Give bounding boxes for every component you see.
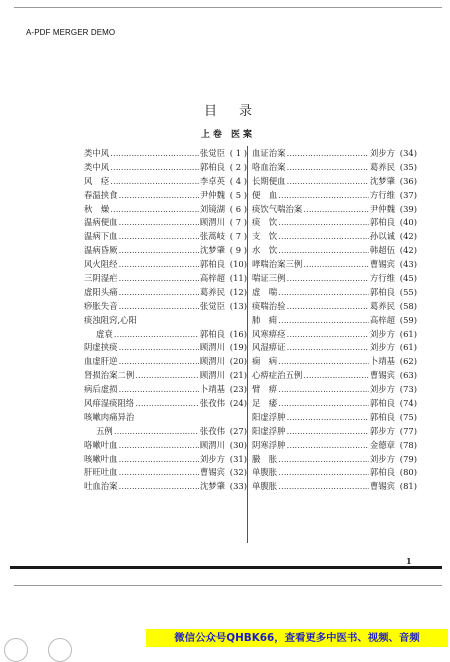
toc-entry-page: ( 9 ) xyxy=(229,245,247,256)
dot-leader xyxy=(287,341,369,355)
toc-entry-author: 韩超伍 xyxy=(369,245,395,256)
toc-entry-page: (42) xyxy=(399,245,417,256)
toc-entry-title: 温病下血 xyxy=(84,231,118,242)
toc-entry-page: (62) xyxy=(399,356,417,367)
dot-leader xyxy=(278,189,369,203)
toc-entry-title: 痰饮气喘治案 xyxy=(252,203,303,214)
toc-entry-title: 风寒痹痉 xyxy=(252,328,286,339)
toc-entry-page: (75) xyxy=(399,411,417,422)
toc-entry-page: (31) xyxy=(229,453,247,464)
toc-entry-page: (59) xyxy=(399,314,417,325)
toc-entry-page: (34) xyxy=(399,148,417,158)
dot-leader xyxy=(110,161,199,175)
toc-entry xyxy=(252,161,417,175)
toc-entry xyxy=(252,355,417,369)
toc-entry-author: 刘步方 xyxy=(369,148,395,158)
toc-entry xyxy=(84,397,247,411)
toc-entry-author: 郭柏良 xyxy=(369,467,395,478)
toc-entry-title: 咯嗽叶血 xyxy=(84,439,118,450)
toc-entry-page: (61) xyxy=(399,342,417,353)
toc-entry-author: 曹锡宾 xyxy=(199,467,225,478)
toc-entry xyxy=(252,439,417,453)
toc-entry-title: 风火阻经 xyxy=(84,259,118,270)
toc-entry-title: 痰 饮 xyxy=(252,217,278,228)
toc-entry-page: (11) xyxy=(229,273,247,284)
dot-leader xyxy=(287,300,369,314)
promo-banner: 微信公众号QHBK66，查看更多中医书、视频、音频 xyxy=(146,629,448,647)
toc-entry xyxy=(252,328,417,342)
toc-entry-title: 虚 喘 xyxy=(252,286,278,297)
dot-leader xyxy=(110,147,199,161)
scan-artifact-circle xyxy=(48,638,72,662)
toc-entry-page: (37) xyxy=(399,189,417,200)
dot-leader xyxy=(278,216,369,230)
toc-entry xyxy=(252,203,417,217)
toc-entry xyxy=(252,466,417,480)
toc-entry-title: 类中风 xyxy=(84,148,110,158)
toc-entry-page: ( 7 ) xyxy=(229,231,247,242)
toc-entry-author: 张觉臣 xyxy=(199,300,225,311)
toc-entry-title: 痰喘治验 xyxy=(252,300,286,311)
dot-leader xyxy=(303,203,369,217)
toc-right-column xyxy=(252,147,417,494)
toc-entry-page: (19) xyxy=(229,342,247,353)
toc-entry-author: 郭步方 xyxy=(369,425,395,436)
toc-entry-author: 金德章 xyxy=(369,439,395,450)
page-number: 1 xyxy=(406,556,412,566)
toc-entry-author: 卜靖基 xyxy=(199,384,225,395)
toc-entry-title: 虚衰 xyxy=(96,328,113,339)
toc-entry xyxy=(84,411,247,425)
toc-entry-author: 葛养民 xyxy=(369,300,395,311)
column-divider xyxy=(247,146,248,543)
toc-entry xyxy=(84,175,247,189)
toc-entry-author: 顾渭川 xyxy=(199,439,225,450)
toc-entry-page: (32) xyxy=(229,467,247,478)
toc-entry-author: 沈梦肇 xyxy=(199,245,225,256)
toc-entry-title: 肺 痈 xyxy=(252,314,278,325)
dot-leader xyxy=(119,453,199,467)
toc-left-column xyxy=(84,147,247,494)
toc-entry-page: (78) xyxy=(399,439,417,450)
toc-entry-author: 郭柏良 xyxy=(369,217,395,228)
toc-entry xyxy=(84,272,247,286)
toc-entry-author: 李卓英 xyxy=(199,175,225,186)
toc-entry xyxy=(84,466,247,480)
toc-entry-title: 痫 病 xyxy=(252,356,278,367)
toc-entry-author: 沈梦肇 xyxy=(369,175,395,186)
dot-leader xyxy=(287,411,369,425)
dot-leader xyxy=(119,258,199,272)
toc-entry-title: 风湿痹证 xyxy=(252,342,286,353)
dot-leader xyxy=(119,189,199,203)
dot-leader xyxy=(278,355,369,369)
toc-entry-page: (39) xyxy=(399,203,417,214)
dot-leader xyxy=(278,466,369,480)
toc-entry-page: ( 1 ) xyxy=(229,148,247,158)
toc-entry-author: 高梓超 xyxy=(369,314,395,325)
dot-leader xyxy=(119,272,199,286)
toc-entry-page: (45) xyxy=(399,273,417,284)
toc-entry-author: 张蒿岐 xyxy=(199,231,225,242)
dot-leader xyxy=(287,439,369,453)
toc-entry-page: (77) xyxy=(399,425,417,436)
toc-entry-title: 吐血治案 xyxy=(84,481,118,492)
toc-entry-page: (13) xyxy=(229,300,247,311)
page-bottom-bar xyxy=(10,566,442,569)
dot-leader xyxy=(303,258,369,272)
toc-entry-title: 肾损治案二例 xyxy=(84,370,135,381)
toc-entry-page: (40) xyxy=(399,217,417,228)
toc-entry-page: (55) xyxy=(399,286,417,297)
toc-entry-title: 温病昏厥 xyxy=(84,245,118,256)
toc-entry-page: (73) xyxy=(399,384,417,395)
toc-entry-author: 张觉臣 xyxy=(199,148,225,158)
toc-entry xyxy=(84,258,247,272)
toc-entry xyxy=(84,425,247,439)
pdf-watermark: A-PDF MERGER DEMO xyxy=(26,28,116,37)
toc-entry-title: 喘证三例 xyxy=(252,273,286,284)
toc-entry-author: 郭柏良 xyxy=(369,411,395,422)
dot-leader xyxy=(110,203,199,217)
toc-entry-title: 五例 xyxy=(96,425,113,436)
dot-leader xyxy=(119,286,199,300)
toc-entry-page: (63) xyxy=(399,370,417,381)
toc-entry xyxy=(252,230,417,244)
toc-entry-author: 顾渭川 xyxy=(199,217,225,228)
dot-leader xyxy=(287,161,369,175)
dot-leader xyxy=(278,397,369,411)
toc-entry xyxy=(252,300,417,314)
toc-entry-page: (30) xyxy=(229,439,247,450)
dot-leader xyxy=(287,147,369,161)
toc-entry-title: 春温挟食 xyxy=(84,189,118,200)
toc-entry-author: 尹仲魏 xyxy=(199,189,225,200)
toc-entry xyxy=(252,425,417,439)
dot-leader xyxy=(135,397,199,411)
toc-entry xyxy=(252,272,417,286)
toc-entry-author: 郭柏良 xyxy=(199,259,225,270)
dot-leader xyxy=(119,244,199,258)
toc-entry xyxy=(252,286,417,300)
toc-entry-author: 郭柏良 xyxy=(369,286,395,297)
toc-entry-author: 刘步方 xyxy=(369,328,395,339)
toc-entry-page: (23) xyxy=(229,384,247,395)
scan-artifact-circle xyxy=(4,638,28,662)
toc-entry-page: (79) xyxy=(399,453,417,464)
dot-leader xyxy=(110,175,199,189)
toc-entry-title: 单腹胀 xyxy=(252,467,278,478)
dot-leader xyxy=(287,272,369,286)
section-heading: 上卷 医案 xyxy=(200,130,256,140)
dot-leader xyxy=(119,341,199,355)
toc-entry xyxy=(252,480,417,494)
toc-entry-page: ( 7 ) xyxy=(229,217,247,228)
toc-entry-author: 曹锡宾 xyxy=(369,370,395,381)
dot-leader xyxy=(114,425,199,439)
toc-entry-page: (16) xyxy=(229,328,247,339)
toc-entry xyxy=(252,341,417,355)
toc-entry-author: 高梓超 xyxy=(199,273,225,284)
toc-entry-author: 刘步方 xyxy=(369,453,395,464)
toc-entry-page: ( 5 ) xyxy=(229,189,247,200)
toc-entry-page: (12) xyxy=(229,286,247,297)
toc-entry-page: (80) xyxy=(399,467,417,478)
toc-entry-title: 病后虚损 xyxy=(84,384,118,395)
toc-entry-title: 支 饮 xyxy=(252,231,278,242)
toc-entry xyxy=(252,314,417,328)
toc-entry-page: (35) xyxy=(399,161,417,172)
dot-leader xyxy=(278,383,369,397)
toc-entry-page: ( 2 ) xyxy=(229,161,247,172)
toc-entry xyxy=(252,383,417,397)
toc-entry-page: (33) xyxy=(229,481,247,492)
toc-entry-title: 秋 燥 xyxy=(84,203,110,214)
toc-entry-author: 郭柏良 xyxy=(199,328,225,339)
toc-entry-page: (21) xyxy=(229,370,247,381)
toc-entry-page: (20) xyxy=(229,356,247,367)
toc-entry-page: (81) xyxy=(399,481,417,492)
dot-leader xyxy=(287,328,369,342)
toc-entry-title: 痰浊阻窍,心阳 xyxy=(84,314,137,325)
dot-leader xyxy=(119,300,199,314)
toc-entry-title: 三阴湿疟 xyxy=(84,273,118,284)
toc-entry xyxy=(84,369,247,383)
toc-entry xyxy=(252,147,417,161)
book-page xyxy=(14,48,442,566)
toc-entry-author: 张孜伟 xyxy=(199,425,225,436)
toc-entry-title: 水 饮 xyxy=(252,245,278,256)
toc-entry xyxy=(252,453,417,467)
toc-entry xyxy=(84,189,247,203)
toc-entry xyxy=(84,203,247,217)
toc-entry-author: 刘步方 xyxy=(199,453,225,464)
top-rule xyxy=(14,7,442,8)
toc-entry xyxy=(84,328,247,342)
dot-leader xyxy=(278,230,369,244)
toc-entry-author: 郭柏良 xyxy=(199,161,225,172)
dot-leader xyxy=(278,314,369,328)
toc-entry-title: 便 血 xyxy=(252,189,278,200)
toc-entry-author: 顾渭川 xyxy=(199,370,225,381)
toc-entry xyxy=(84,480,247,494)
toc-title: 目录 xyxy=(203,104,274,119)
toc-entry-author: 顾渭川 xyxy=(199,356,225,367)
toc-entry-title: 阴寒浮肿 xyxy=(252,439,286,450)
toc-entry-title: 长期便血 xyxy=(252,175,286,186)
toc-entry-page: ( 6 ) xyxy=(229,203,247,214)
toc-entry-title: 类中风 xyxy=(84,161,110,172)
toc-entry-title: 血证治案 xyxy=(252,148,286,158)
toc-entry-author: 张孜伟 xyxy=(199,398,225,409)
toc-entry xyxy=(252,216,417,230)
toc-entry xyxy=(252,369,417,383)
toc-entry xyxy=(84,230,247,244)
toc-entry xyxy=(84,453,247,467)
toc-entry-author: 方行维 xyxy=(369,189,395,200)
toc-entry-author: 刘步方 xyxy=(369,342,395,353)
toc-entry-page: ( 4 ) xyxy=(229,175,247,186)
toc-entry-page: (61) xyxy=(399,328,417,339)
toc-entry xyxy=(252,189,417,203)
dot-leader xyxy=(278,480,369,494)
toc-entry-page: (42) xyxy=(399,231,417,242)
toc-entry-author: 葛养民 xyxy=(199,286,225,297)
dot-leader xyxy=(119,439,199,453)
toc-entry-page: (36) xyxy=(399,175,417,186)
toc-entry-title: 足 痿 xyxy=(252,398,278,409)
toc-entry-page: (43) xyxy=(399,259,417,270)
toc-entry-author: 刘步方 xyxy=(369,384,395,395)
dot-leader xyxy=(119,355,199,369)
toc-entry xyxy=(84,216,247,230)
toc-entry-title: 温病便血 xyxy=(84,217,118,228)
toc-entry-author: 葛养民 xyxy=(369,161,395,172)
dot-leader xyxy=(119,216,199,230)
toc-entry-page: (27) xyxy=(229,425,247,436)
toc-entry xyxy=(84,341,247,355)
toc-entry-title: 阳虚浮肿 xyxy=(252,411,286,422)
dot-leader xyxy=(119,230,199,244)
toc-entry-title: 哮喘治案三例 xyxy=(252,259,303,270)
toc-entry-title: 咳嗽叶血 xyxy=(84,453,118,464)
toc-entry xyxy=(252,258,417,272)
toc-entry-title: 心痹症治五例 xyxy=(252,370,303,381)
toc-entry-title: 阴虚挟痰 xyxy=(84,342,118,353)
toc-entry-title: 风痱湿痰阻络 xyxy=(84,398,135,409)
toc-entry-title: 阳虚浮肿 xyxy=(252,425,286,436)
toc-entry-title: 咯血治案 xyxy=(252,161,286,172)
toc-entry xyxy=(84,244,247,258)
toc-entry xyxy=(252,411,417,425)
toc-entry xyxy=(252,175,417,189)
toc-entry xyxy=(84,161,247,175)
dot-leader xyxy=(287,175,369,189)
toc-entry-page: (58) xyxy=(399,300,417,311)
toc-entry xyxy=(84,355,247,369)
toc-entry-title: 单腹胀 xyxy=(252,481,278,492)
toc-entry xyxy=(252,244,417,258)
dot-leader xyxy=(119,383,199,397)
dot-leader xyxy=(114,328,199,342)
toc-entry-page: (24) xyxy=(229,398,247,409)
toc-entry-title: 咳嗽肉痛异治 xyxy=(84,411,135,422)
toc-entry-title: 肝旺吐血 xyxy=(84,467,118,478)
toc-entry-author: 方行维 xyxy=(369,273,395,284)
toc-entry xyxy=(252,397,417,411)
toc-entry xyxy=(84,314,247,328)
toc-entry-author: 沈梦肇 xyxy=(199,481,225,492)
toc-entry-title: 臌 胀 xyxy=(252,453,278,464)
dot-leader xyxy=(278,286,369,300)
toc-entry-title: 风 痉 xyxy=(84,175,110,186)
toc-entry xyxy=(84,286,247,300)
toc-entry-author: 郭柏良 xyxy=(369,398,395,409)
toc-entry xyxy=(84,300,247,314)
bottom-rule xyxy=(14,585,442,586)
dot-leader xyxy=(303,369,369,383)
toc-entry xyxy=(84,147,247,161)
dot-leader xyxy=(119,466,199,480)
toc-entry-page: (10) xyxy=(229,259,247,270)
toc-entry-author: 曹锡宾 xyxy=(369,259,395,270)
dot-leader xyxy=(135,369,199,383)
toc-entry-author: 曹锡宾 xyxy=(369,481,395,492)
toc-entry-author: 孙以诚 xyxy=(369,231,395,242)
toc-entry xyxy=(84,439,247,453)
toc-entry-author: 顾渭川 xyxy=(199,342,225,353)
toc-entry-title: 血虚肝逆 xyxy=(84,356,118,367)
dot-leader xyxy=(119,480,199,494)
toc-entry-page: (74) xyxy=(399,398,417,409)
toc-entry-author: 刘镜湖 xyxy=(199,203,225,214)
toc-entry xyxy=(84,383,247,397)
toc-entry-title: 痧胀失音 xyxy=(84,300,118,311)
toc-entry-title: 臂 痹 xyxy=(252,384,278,395)
dot-leader xyxy=(278,244,369,258)
toc-entry-title: 虚阳头痛 xyxy=(84,286,118,297)
toc-entry-author: 尹仲魏 xyxy=(369,203,395,214)
toc-entry-author: 卜靖基 xyxy=(369,356,395,367)
dot-leader xyxy=(278,453,369,467)
dot-leader xyxy=(287,425,369,439)
